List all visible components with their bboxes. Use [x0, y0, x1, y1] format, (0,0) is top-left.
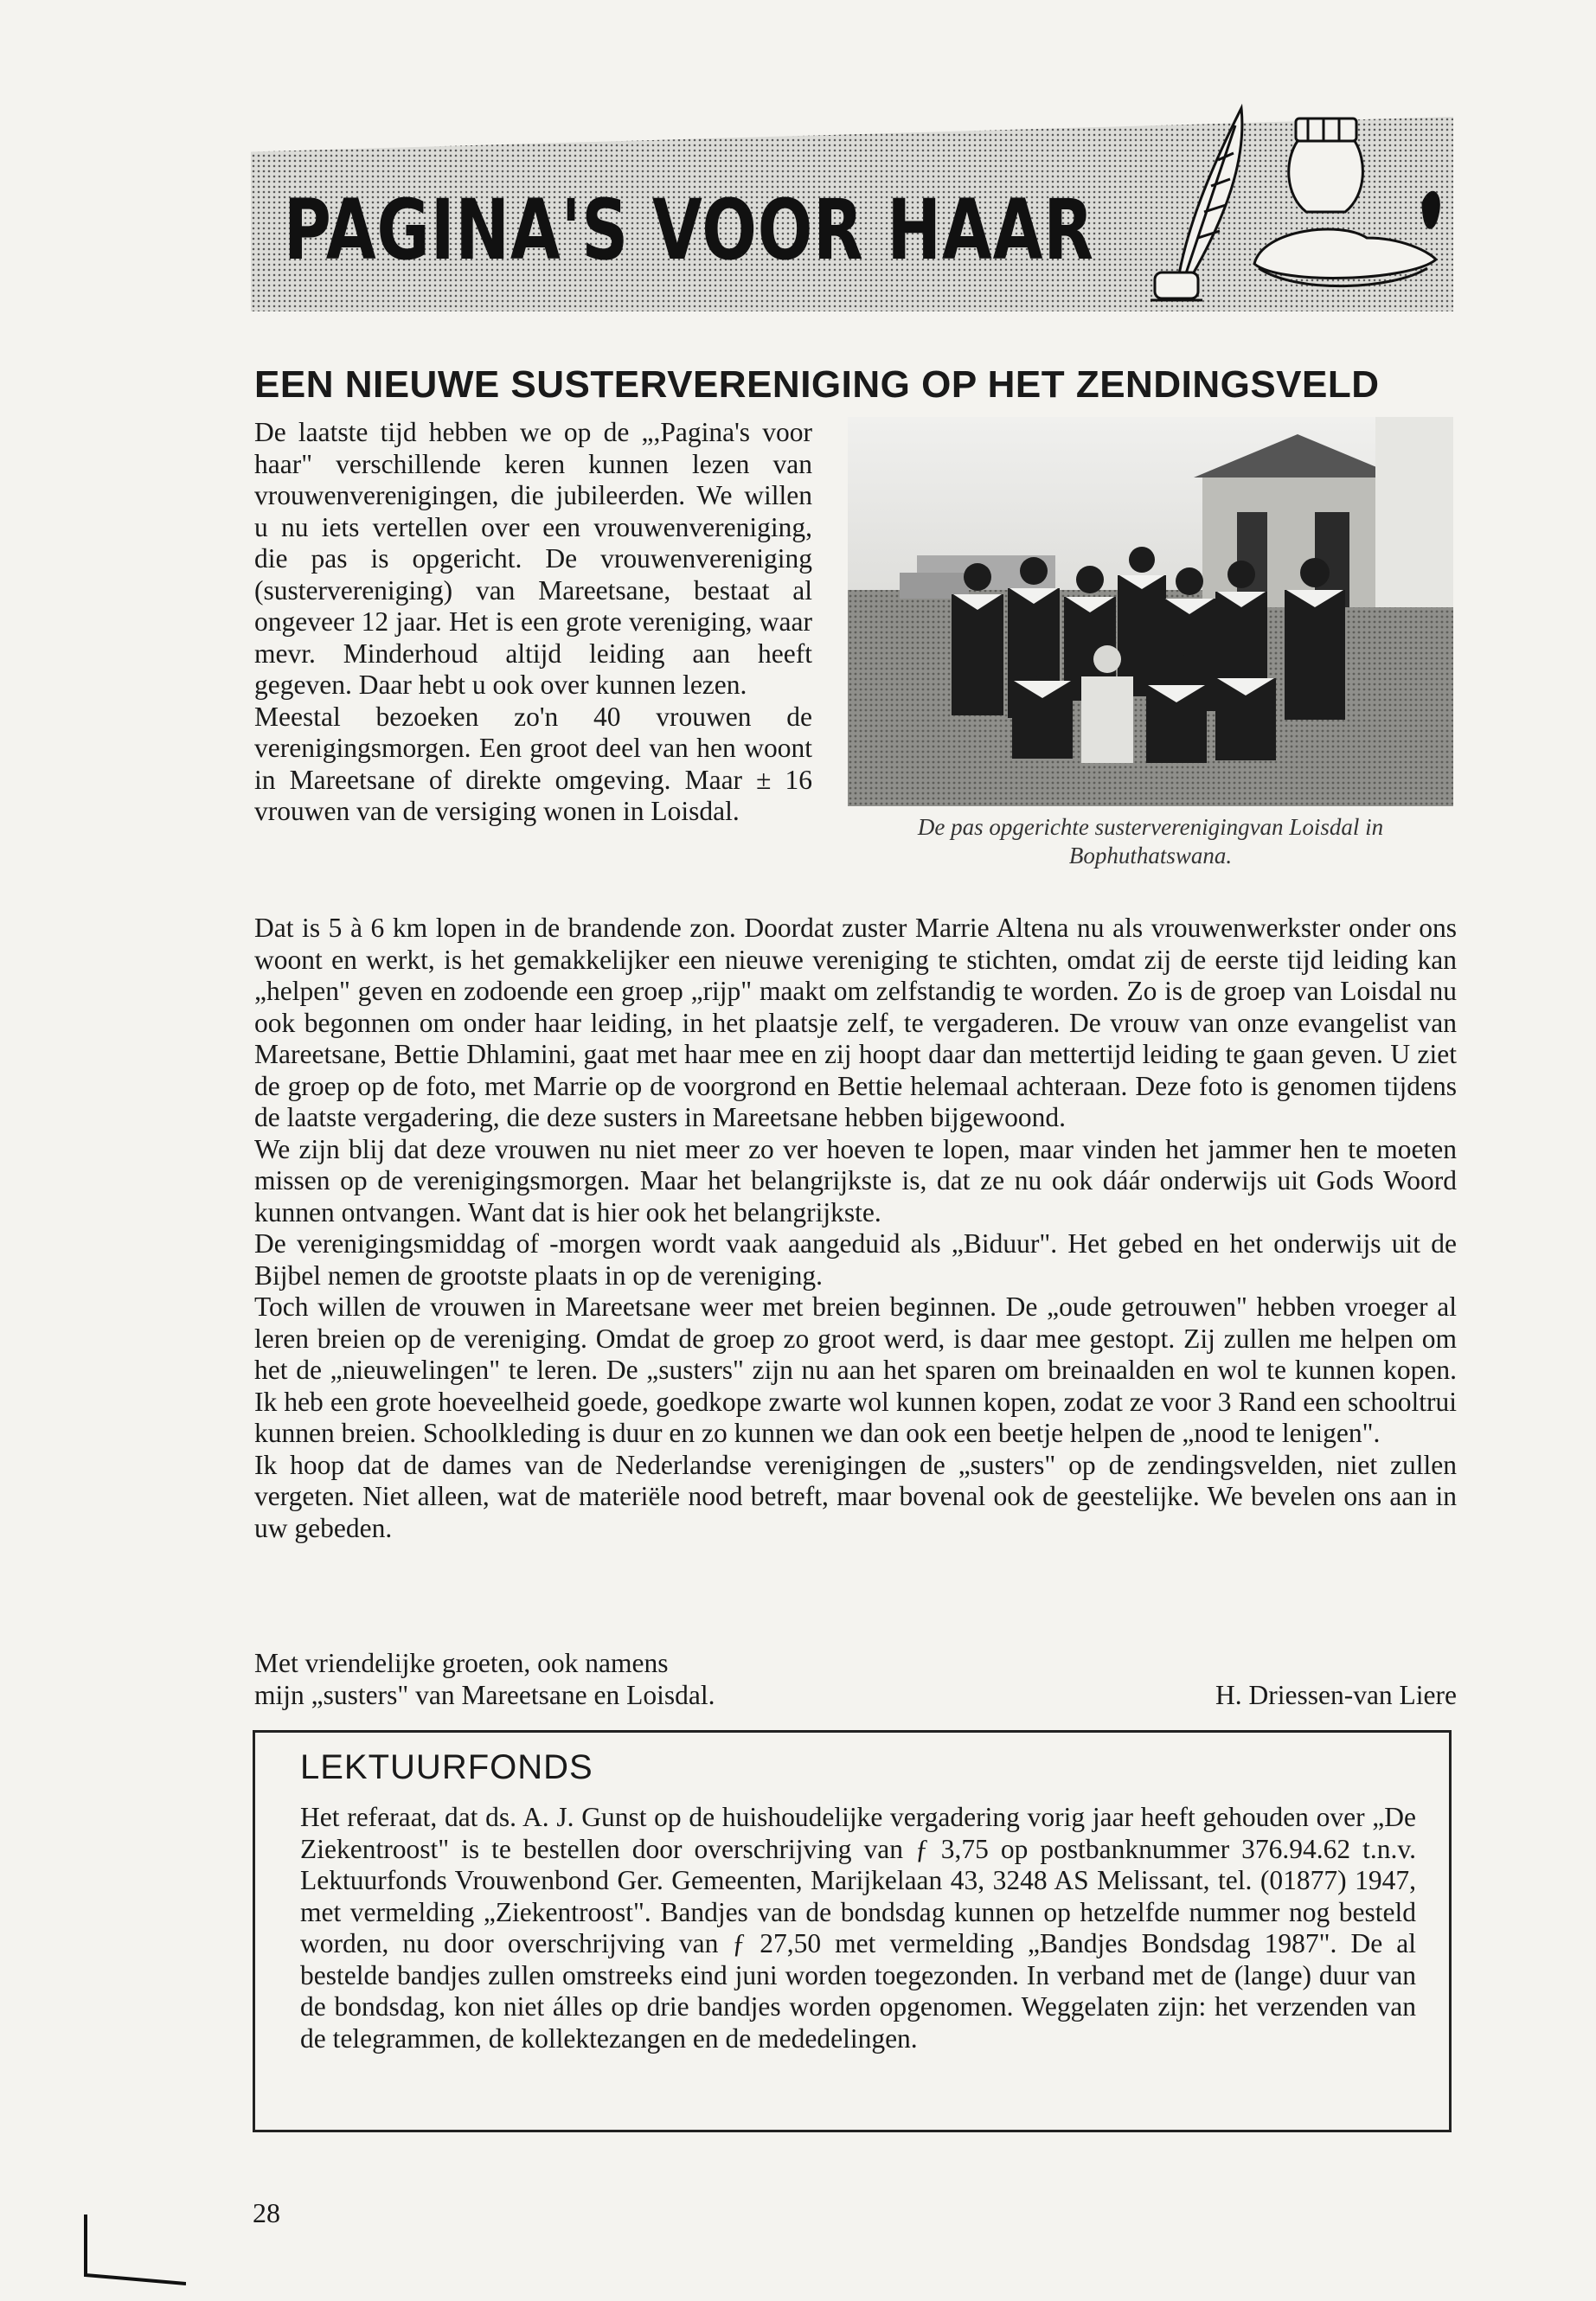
header-banner — [251, 99, 1453, 311]
quill-and-lamp-illustration — [1081, 99, 1453, 311]
second-paragraph: Meestal bezoeken zo'n 40 vrouwen de verenigingsmorgen. Een groot deel van hen woont in Mareetsane of direkte omgeving. Maar ± 16 vrouwen van de versiging wonen in Loisdal. — [254, 701, 812, 826]
lead-column — [254, 417, 812, 828]
oil-lamp-icon — [1254, 119, 1439, 286]
closing-line-2: mijn „susters" van Mareetsane en Loisdal. — [254, 1679, 715, 1710]
closing-block — [254, 1648, 1457, 1711]
lektuurfonds-title: LEKTUURFONDS — [300, 1748, 593, 1786]
author-signature: H. Driessen-van Liere — [1215, 1679, 1457, 1710]
article-heading: EEN NIEUWE SUSTERVERENIGING OP HET ZENDINGSVELD — [254, 363, 1380, 406]
lektuurfonds-text: Het referaat, dat ds. A. J. Gunst op de huishoudelijke vergadering vorig jaar heeft gehouden over „De Ziekentroost" is te bestellen door overschrijving van ƒ 3,75 op postbanknummer 376.94.62 t.n.v. Lektuurfonds Vrouwenbond Ger. Gemeenten, Marijkelaan 43, 3248 AS Melissant, tel. (01877) 1947, met vermelding „Ziekentroost". Bandjes van de bondsdag kunnen op hetzelfde nummer nog besteld worden, nu door overschrijving van ƒ 27,50 met vermelding „Bandjes Bondsdag 1987". De al bestelde bandjes zullen omstreeks eind juni worden toegezonden. In verband met de (lange) duur van de bondsdag, kon niet álles op drie bandjes worden opgenomen. Weggelaten zijn: het verzenden van de telegrammen, de kollektezangen en de mededelingen. — [300, 1802, 1416, 2054]
body-paragraph-4: Toch willen de vrouwen in Mareetsane weer met breien beginnen. De „oude getrouwen" hebben vroeger al leren breien op de vereniging. Omdat de groep zo groot werd, is daar mee gestopt. Zij zullen me helpen om het de „nieuwelingen" te leren. De „susters" zijn nu aan het sparen om breinaalden en wol te kunnen kopen. Ik heb een grote hoeveelheid goede, goedkope zwarte wol kunnen kopen, zodat ze voor 3 Rand een schooltrui kunnen breien. Schoolkleding is duur en zo kunnen we dan ook een beetje helpen de „nood te lenigen". — [254, 1292, 1457, 1448]
lead-paragraph: De laatste tijd hebben we op de „,Pagina's voor haar" verschillende keren kunnen lezen van vrouwenverenigingen, die jubileerden. We willen u nu iets vertellen over een vrouwenvereniging, die pas is opgericht. De vrouwenvereniging (sustervereniging) van Mareetsane, bestaat al ongeveer 12 jaar. Het is een grote vereniging, waar mevr. Minderhoud altijd leiding aan heeft gegeven. Daar hebt u ook over kunnen lezen. — [254, 417, 812, 700]
body-column — [254, 913, 1457, 1544]
photo-caption: De pas opgerichte susterverenigingvan Loisdal in Bophuthatswana. — [917, 814, 1384, 868]
quill-icon — [1151, 108, 1242, 300]
page-number: 28 — [253, 2197, 280, 2228]
body-paragraph-3: De verenigingsmiddag of -morgen wordt vaak aangeduid als „Biduur". Het gebed en het onderwijs uit de Bijbel nemen de grootste plaats in op de vereniging. — [254, 1228, 1457, 1291]
closing-line-1: Met vriendelijke groeten, ook namens — [254, 1648, 669, 1678]
body-paragraph-5: Ik hoop dat de dames van de Nederlandse verenigingen de „susters" op de zendingsvelden, niet zullen vergeten. Niet alleen, wat de materiële nood betreft, maar bovenal ook de geestelijke. We bevelen ons aan in uw gebeden. — [254, 1449, 1457, 1543]
section-title: PAGINA'S VOOR HAAR — [284, 182, 1094, 279]
scan-edge-mark — [82, 2214, 186, 2292]
lektuurfonds-box — [253, 1730, 1452, 2132]
body-paragraph-2: We zijn blij dat deze vrouwen nu niet meer zo ver hoeven te lopen, maar vinden het jammer hen te moeten missen op de verenigingsmorgen. Maar het belangrijkste is, dat ze nu ook dáár onderwijs uit Gods Woord kunnen ontvangen. Want dat is hier ook het belangrijkste. — [254, 1133, 1457, 1227]
body-paragraph-1: Dat is 5 à 6 km lopen in de brandende zon. Doordat zuster Marrie Altena nu als vrouwenwerkster onder ons woont en werkt, is het gemakkelijker een nieuwe vereniging te stichten, omdat zij de eerste tijd leiding kan „helpen" geven en zodoende een groep „rijp" maakt om zelfstandig te worden. Zo is de groep van Loisdal nu ook begonnen om onder haar leiding, in het plaatsje zelf, te vergaderen. De vrouw van onze evangelist van Mareetsane, Bettie Dhlamini, gaat met haar mee en zij hoopt daar dan mettertijd leiding te gaan geven. U ziet de groep op de foto, met Marrie op de voorgrond en Bettie helemaal achteraan. Deze foto is genomen tijdens de laatste vergadering, die deze susters in Mareetsane hebben bijgewoond. — [254, 913, 1457, 1132]
group-photo — [848, 417, 1453, 806]
